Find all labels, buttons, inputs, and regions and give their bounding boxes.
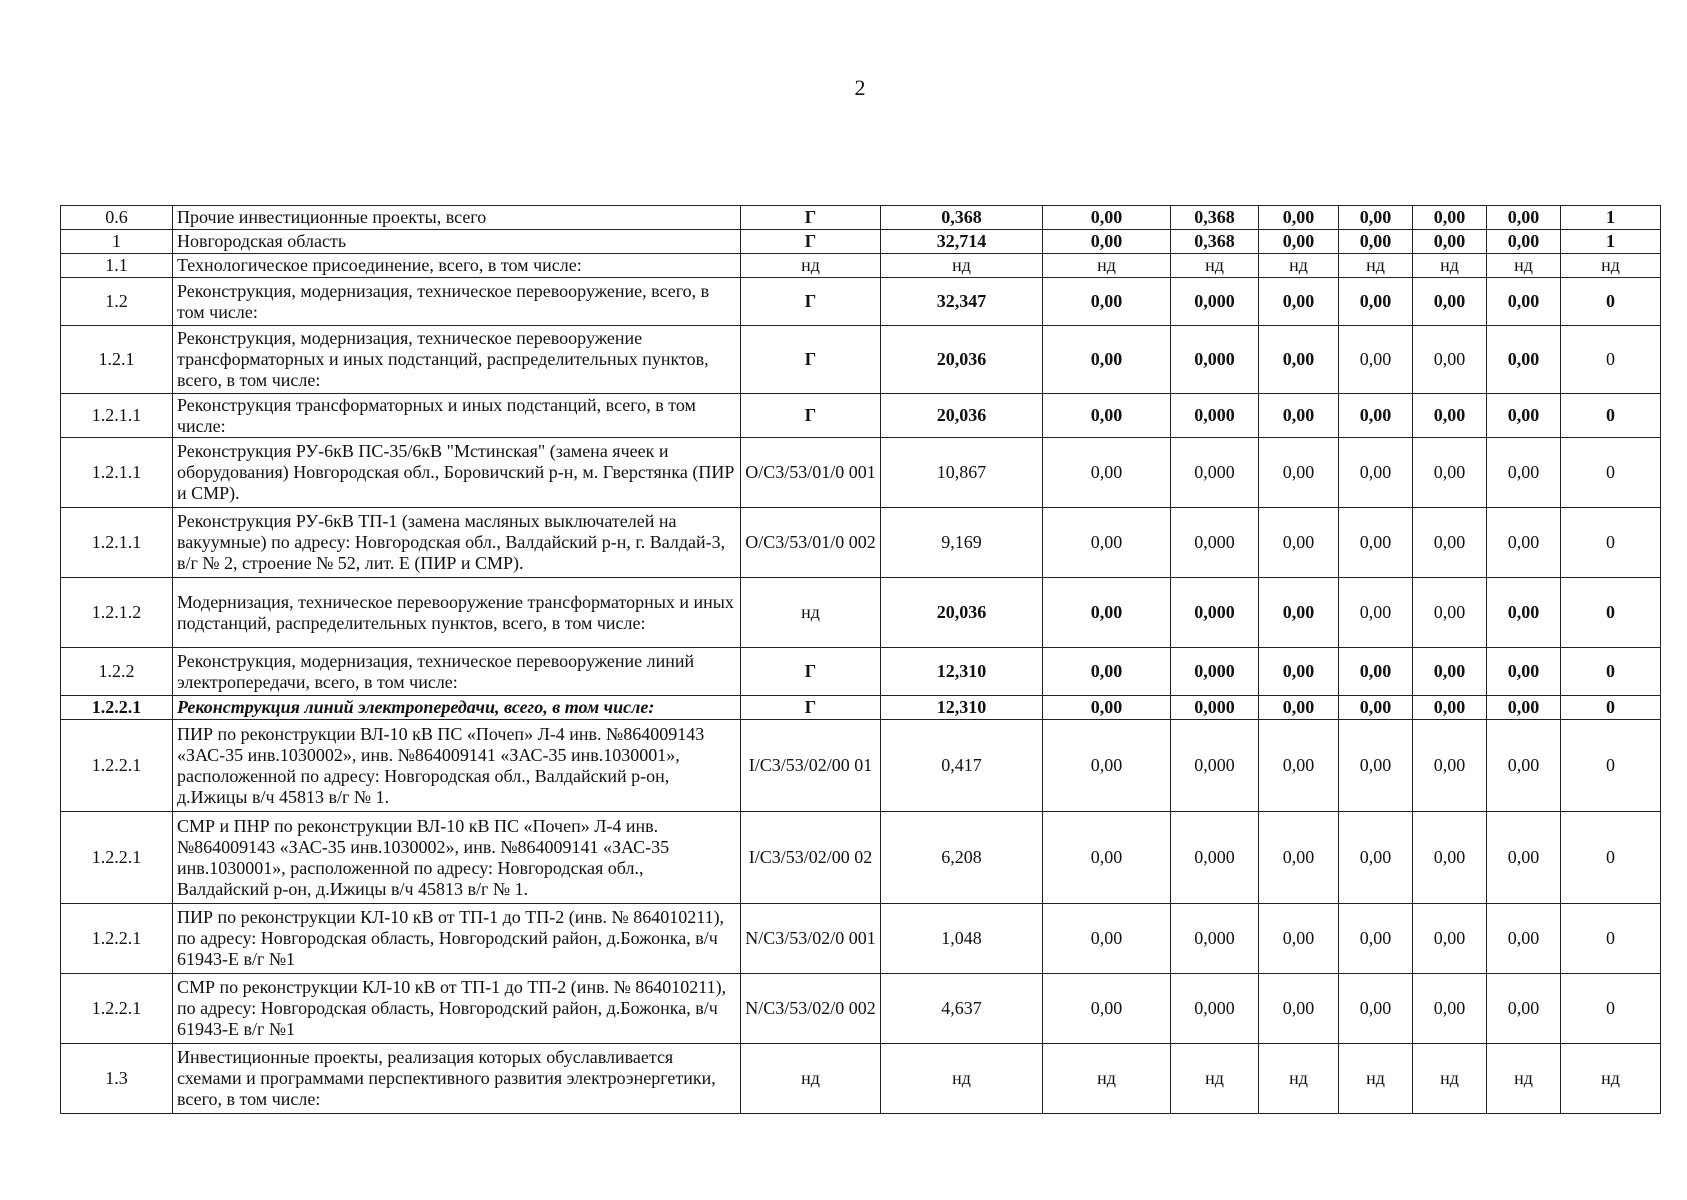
row-code: Г bbox=[741, 394, 881, 438]
value-cell: 32,714 bbox=[881, 230, 1043, 254]
row-number: 1.2.2 bbox=[61, 648, 173, 696]
value-cell: 12,310 bbox=[881, 648, 1043, 696]
row-code: Г bbox=[741, 648, 881, 696]
value-cell: 0,000 bbox=[1171, 720, 1259, 812]
row-name: Инвестиционные проекты, реализация которых обуславливается схемами и программами перспективного развития электроэнергетики, всего, в том числе: bbox=[173, 1044, 741, 1114]
value-cell: 0,00 bbox=[1487, 696, 1561, 720]
value-cell: 0,00 bbox=[1487, 278, 1561, 326]
table-row bbox=[61, 254, 1661, 278]
value-cell: 1 bbox=[1561, 230, 1661, 254]
row-name: Новгородская область bbox=[173, 230, 741, 254]
value-cell: 0,000 bbox=[1171, 394, 1259, 438]
value-cell: 0,00 bbox=[1259, 904, 1339, 974]
value-cell: 0,00 bbox=[1043, 394, 1171, 438]
value-cell: 0,00 bbox=[1413, 326, 1487, 394]
value-cell: 32,347 bbox=[881, 278, 1043, 326]
row-name: СМР по реконструкции КЛ-10 кВ от ТП-1 до ТП-2 (инв. № 864010211), по адресу: Новгородская область, Новгородский район, д.Божонка, в/ч 61943-Е в/г №1 bbox=[173, 974, 741, 1044]
value-cell: 0,000 bbox=[1171, 812, 1259, 904]
value-cell: 0,00 bbox=[1339, 394, 1413, 438]
value-cell: 0,00 bbox=[1259, 648, 1339, 696]
value-cell: 0,00 bbox=[1259, 230, 1339, 254]
value-cell: 12,310 bbox=[881, 696, 1043, 720]
row-code: нд bbox=[741, 254, 881, 278]
row-name: Технологическое присоединение, всего, в том числе: bbox=[173, 254, 741, 278]
value-cell: нд bbox=[1171, 254, 1259, 278]
value-cell: 20,036 bbox=[881, 394, 1043, 438]
value-cell: 0,000 bbox=[1171, 648, 1259, 696]
row-code: N/C3/53/02/0 002 bbox=[741, 974, 881, 1044]
value-cell: 0,00 bbox=[1043, 648, 1171, 696]
value-cell: нд bbox=[1561, 1044, 1661, 1114]
row-number: 0.6 bbox=[61, 206, 173, 230]
row-number: 1.2.2.1 bbox=[61, 904, 173, 974]
table-row bbox=[61, 578, 1661, 648]
value-cell: нд bbox=[1413, 254, 1487, 278]
row-number: 1.2.2.1 bbox=[61, 812, 173, 904]
value-cell: 0,00 bbox=[1043, 326, 1171, 394]
row-code: нд bbox=[741, 578, 881, 648]
row-number: 1.2 bbox=[61, 278, 173, 326]
value-cell: 0,00 bbox=[1043, 904, 1171, 974]
value-cell: 0,00 bbox=[1339, 508, 1413, 578]
row-number: 1.3 bbox=[61, 1044, 173, 1114]
value-cell: 0,000 bbox=[1171, 508, 1259, 578]
value-cell: 0,00 bbox=[1339, 278, 1413, 326]
value-cell: 0,00 bbox=[1487, 394, 1561, 438]
value-cell: 20,036 bbox=[881, 326, 1043, 394]
table-row bbox=[61, 394, 1661, 438]
value-cell: 1,048 bbox=[881, 904, 1043, 974]
row-code: I/C3/53/02/00 02 bbox=[741, 812, 881, 904]
value-cell: 0,00 bbox=[1413, 394, 1487, 438]
value-cell: 0 bbox=[1561, 720, 1661, 812]
page-number: 2 bbox=[854, 75, 866, 100]
value-cell: 0,00 bbox=[1413, 904, 1487, 974]
row-name: Реконструкция РУ-6кВ ПС-35/6кВ "Мстинская" (замена ячеек и оборудования) Новгородская обл., Боровичский р-н, м. Гверстянка (ПИР и СМР). bbox=[173, 438, 741, 508]
table-row bbox=[61, 1044, 1661, 1114]
value-cell: 0,00 bbox=[1413, 578, 1487, 648]
value-cell: нд bbox=[881, 1044, 1043, 1114]
table-row bbox=[61, 508, 1661, 578]
value-cell: 0 bbox=[1561, 648, 1661, 696]
row-number: 1.2.2.1 bbox=[61, 974, 173, 1044]
value-cell: 0 bbox=[1561, 278, 1661, 326]
value-cell: 0,00 bbox=[1413, 696, 1487, 720]
value-cell: 0,00 bbox=[1487, 974, 1561, 1044]
value-cell: нд bbox=[1171, 1044, 1259, 1114]
value-cell: 0,000 bbox=[1171, 696, 1259, 720]
value-cell: 0,00 bbox=[1487, 720, 1561, 812]
value-cell: 0 bbox=[1561, 508, 1661, 578]
value-cell: 0 bbox=[1561, 812, 1661, 904]
value-cell: 0,00 bbox=[1339, 974, 1413, 1044]
value-cell: 0,00 bbox=[1413, 278, 1487, 326]
value-cell: 0,00 bbox=[1413, 648, 1487, 696]
value-cell: 0,00 bbox=[1043, 206, 1171, 230]
value-cell: 0,368 bbox=[1171, 206, 1259, 230]
row-code: Г bbox=[741, 206, 881, 230]
value-cell: нд bbox=[1339, 1044, 1413, 1114]
row-number: 1.2.1.1 bbox=[61, 508, 173, 578]
value-cell: 0,00 bbox=[1413, 720, 1487, 812]
value-cell: 0,00 bbox=[1259, 696, 1339, 720]
row-code: Г bbox=[741, 278, 881, 326]
value-cell: нд bbox=[1561, 254, 1661, 278]
value-cell: 0,00 bbox=[1259, 206, 1339, 230]
table-row bbox=[61, 720, 1661, 812]
value-cell: 0,00 bbox=[1339, 578, 1413, 648]
row-number: 1 bbox=[61, 230, 173, 254]
value-cell: 0 bbox=[1561, 696, 1661, 720]
value-cell: 0,00 bbox=[1339, 206, 1413, 230]
value-cell: 0,00 bbox=[1487, 326, 1561, 394]
row-name: Прочие инвестиционные проекты, всего bbox=[173, 206, 741, 230]
value-cell: 0,000 bbox=[1171, 438, 1259, 508]
table-row bbox=[61, 326, 1661, 394]
row-name: СМР и ПНР по реконструкции ВЛ-10 кВ ПС «Почеп» Л-4 инв. №864009143 «ЗАС-35 инв.1030002», инв. №864009141 «ЗАС-35 инв.1030001», расположенной по адресу: Новгородская обл., Валдайский р-он, д.Ижицы в/ч 45813 в/г № 1. bbox=[173, 812, 741, 904]
value-cell: 0,00 bbox=[1487, 230, 1561, 254]
value-cell: 0 bbox=[1561, 904, 1661, 974]
row-name: ПИР по реконструкции КЛ-10 кВ от ТП-1 до ТП-2 (инв. № 864010211), по адресу: Новгородская область, Новгородский район, д.Божонка, в/ч 61943-Е в/г №1 bbox=[173, 904, 741, 974]
value-cell: 0,00 bbox=[1043, 230, 1171, 254]
value-cell: 0,417 bbox=[881, 720, 1043, 812]
value-cell: 0,00 bbox=[1259, 278, 1339, 326]
table-row bbox=[61, 438, 1661, 508]
investment-table bbox=[60, 205, 1661, 1114]
value-cell: 0,000 bbox=[1171, 974, 1259, 1044]
value-cell: 0,00 bbox=[1413, 206, 1487, 230]
value-cell: 6,208 bbox=[881, 812, 1043, 904]
value-cell: 0,368 bbox=[1171, 230, 1259, 254]
value-cell: 0,00 bbox=[1259, 578, 1339, 648]
value-cell: 0,00 bbox=[1043, 438, 1171, 508]
row-name: Реконструкция, модернизация, техническое перевооружение линий электропередачи, всего, в том числе: bbox=[173, 648, 741, 696]
value-cell: 0,00 bbox=[1043, 508, 1171, 578]
row-name: Реконструкция РУ-6кВ ТП-1 (замена масляных выключателей на вакуумные) по адресу: Новгородская обл., Валдайский р-н, г. Валдай-3, в/г № 2, строение № 52, лит. Е (ПИР и СМР). bbox=[173, 508, 741, 578]
value-cell: 0,00 bbox=[1339, 326, 1413, 394]
value-cell: 0,00 bbox=[1043, 812, 1171, 904]
row-code: I/C3/53/02/00 01 bbox=[741, 720, 881, 812]
value-cell: 9,169 bbox=[881, 508, 1043, 578]
row-name: Реконструкция линий электропередачи, всего, в том числе: bbox=[173, 696, 741, 720]
value-cell: нд bbox=[1339, 254, 1413, 278]
row-number: 1.2.2.1 bbox=[61, 720, 173, 812]
row-code: O/C3/53/01/0 002 bbox=[741, 508, 881, 578]
value-cell: 0,00 bbox=[1339, 230, 1413, 254]
value-cell: нд bbox=[881, 254, 1043, 278]
value-cell: 0,00 bbox=[1487, 508, 1561, 578]
row-code: N/C3/53/02/0 001 bbox=[741, 904, 881, 974]
value-cell: 0,00 bbox=[1339, 648, 1413, 696]
table-row bbox=[61, 230, 1661, 254]
value-cell: 4,637 bbox=[881, 974, 1043, 1044]
value-cell: 0,000 bbox=[1171, 578, 1259, 648]
table-row bbox=[61, 812, 1661, 904]
value-cell: 0,000 bbox=[1171, 326, 1259, 394]
value-cell: 0,00 bbox=[1043, 720, 1171, 812]
value-cell: 0,00 bbox=[1259, 508, 1339, 578]
row-name: Реконструкция, модернизация, техническое перевооружение трансформаторных и иных подстанций, распределительных пунктов, всего, в том числе: bbox=[173, 326, 741, 394]
table-row bbox=[61, 696, 1661, 720]
table-row bbox=[61, 278, 1661, 326]
value-cell: 0,000 bbox=[1171, 904, 1259, 974]
value-cell: 0,00 bbox=[1487, 812, 1561, 904]
value-cell: нд bbox=[1487, 254, 1561, 278]
value-cell: 0,00 bbox=[1259, 720, 1339, 812]
row-code: Г bbox=[741, 230, 881, 254]
value-cell: 0,00 bbox=[1259, 438, 1339, 508]
value-cell: 0,000 bbox=[1171, 278, 1259, 326]
row-code: нд bbox=[741, 1044, 881, 1114]
value-cell: 0,00 bbox=[1339, 904, 1413, 974]
value-cell: нд bbox=[1259, 1044, 1339, 1114]
value-cell: 0,00 bbox=[1487, 648, 1561, 696]
value-cell: 0,00 bbox=[1339, 696, 1413, 720]
row-name: ПИР по реконструкции ВЛ-10 кВ ПС «Почеп» Л-4 инв. №864009143 «ЗАС-35 инв.1030002», инв. №864009141 «ЗАС-35 инв.1030001», расположенной по адресу: Новгородская обл., Валдайский р-он, д.Ижицы в/ч 45813 в/г № 1. bbox=[173, 720, 741, 812]
row-number: 1.2.2.1 bbox=[61, 696, 173, 720]
row-code: Г bbox=[741, 326, 881, 394]
value-cell: 0,00 bbox=[1413, 230, 1487, 254]
value-cell: 20,036 bbox=[881, 578, 1043, 648]
value-cell: 0,00 bbox=[1487, 904, 1561, 974]
value-cell: нд bbox=[1259, 254, 1339, 278]
value-cell: 0,00 bbox=[1413, 438, 1487, 508]
value-cell: 0,00 bbox=[1487, 206, 1561, 230]
table-row bbox=[61, 648, 1661, 696]
value-cell: 0,00 bbox=[1043, 974, 1171, 1044]
value-cell: 0,00 bbox=[1043, 578, 1171, 648]
value-cell: 0,00 bbox=[1339, 812, 1413, 904]
value-cell: 0,00 bbox=[1487, 578, 1561, 648]
value-cell: нд bbox=[1487, 1044, 1561, 1114]
value-cell: 0,00 bbox=[1043, 278, 1171, 326]
row-number: 1.2.1.2 bbox=[61, 578, 173, 648]
value-cell: 0 bbox=[1561, 578, 1661, 648]
value-cell: 0,00 bbox=[1413, 508, 1487, 578]
row-code: O/C3/53/01/0 001 bbox=[741, 438, 881, 508]
value-cell: 0 bbox=[1561, 394, 1661, 438]
value-cell: 10,867 bbox=[881, 438, 1043, 508]
row-code: Г bbox=[741, 696, 881, 720]
value-cell: нд bbox=[1413, 1044, 1487, 1114]
row-number: 1.1 bbox=[61, 254, 173, 278]
value-cell: 0,00 bbox=[1339, 720, 1413, 812]
value-cell: 0,00 bbox=[1259, 326, 1339, 394]
value-cell: 0 bbox=[1561, 438, 1661, 508]
row-number: 1.2.1.1 bbox=[61, 438, 173, 508]
value-cell: 0,00 bbox=[1043, 696, 1171, 720]
value-cell: 0,00 bbox=[1487, 438, 1561, 508]
value-cell: нд bbox=[1043, 1044, 1171, 1114]
value-cell: 0 bbox=[1561, 326, 1661, 394]
value-cell: 0,00 bbox=[1259, 812, 1339, 904]
value-cell: 0,00 bbox=[1413, 812, 1487, 904]
value-cell: 0 bbox=[1561, 974, 1661, 1044]
value-cell: 1 bbox=[1561, 206, 1661, 230]
row-name: Реконструкция трансформаторных и иных подстанций, всего, в том числе: bbox=[173, 394, 741, 438]
table-row bbox=[61, 206, 1661, 230]
value-cell: 0,00 bbox=[1259, 974, 1339, 1044]
value-cell: 0,00 bbox=[1339, 438, 1413, 508]
table-row bbox=[61, 904, 1661, 974]
row-number: 1.2.1 bbox=[61, 326, 173, 394]
row-number: 1.2.1.1 bbox=[61, 394, 173, 438]
row-name: Реконструкция, модернизация, техническое перевооружение, всего, в том числе: bbox=[173, 278, 741, 326]
value-cell: 0,368 bbox=[881, 206, 1043, 230]
table-row bbox=[61, 974, 1661, 1044]
value-cell: 0,00 bbox=[1259, 394, 1339, 438]
value-cell: нд bbox=[1043, 254, 1171, 278]
row-name: Модернизация, техническое перевооружение трансформаторных и иных подстанций, распределительных пунктов, всего, в том числе: bbox=[173, 578, 741, 648]
value-cell: 0,00 bbox=[1413, 974, 1487, 1044]
